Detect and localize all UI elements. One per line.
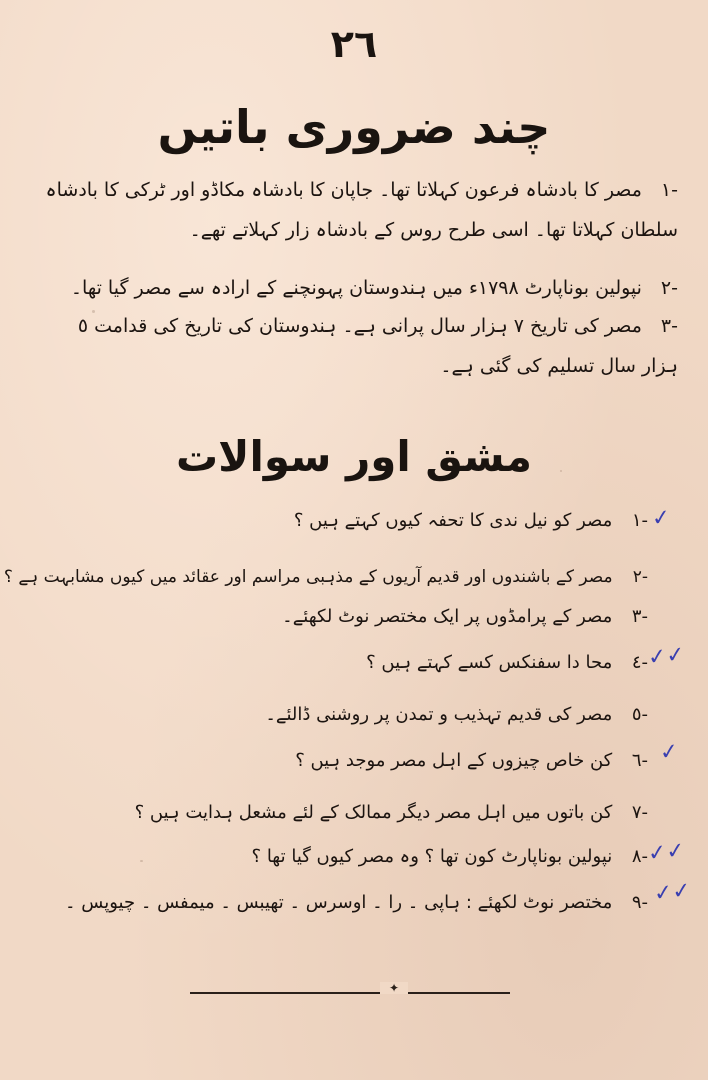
footer-ornament: ✦	[380, 982, 408, 994]
fact-text: مصر کی تاریخ ٧ ہزار سال پرانی ہے۔ ہندوستان کی تاریخ کی قدامت ٥ ہزار سال تسلیم کی گئی ہے۔	[77, 315, 678, 377]
question-item	[135, 798, 648, 828]
paper-speck	[140, 860, 143, 862]
question-number: -٨	[631, 846, 648, 867]
fact-item	[38, 170, 678, 250]
fact-number: -٣	[660, 315, 678, 337]
pen-tick-mark: ✓✓	[652, 878, 693, 907]
question-number: -٦	[631, 750, 648, 771]
section-heading: چند ضروری باتیں	[157, 100, 551, 154]
fact-number: -١	[660, 179, 678, 201]
question-text: کن خاص چیزوں کے اہل مصر موجد ہیں ؟	[295, 750, 613, 771]
question-text: مصر کو نیل ندی کا تحفہ کیوں کہتے ہیں ؟	[293, 510, 613, 531]
page-number: ٢٦	[330, 22, 378, 66]
question-text: محا دا سفنکس کسے کہتے ہیں ؟	[366, 652, 613, 673]
question-number: -٥	[631, 704, 648, 725]
question-number: -٢	[632, 567, 648, 587]
pen-tick-mark: ✓✓	[646, 838, 687, 867]
pen-tick-mark: ✓	[658, 739, 680, 766]
question-number: -٤	[631, 652, 648, 673]
question-text: نپولین بوناپارٹ کون تھا ؟ وہ مصر کیوں گیا تھا ؟	[251, 846, 613, 867]
question-text: مختصر نوٹ لکھئے : ہاپی ۔ را ۔ اوسرس ۔ تھیبس ۔ میمفس ۔ چیوپس ۔	[65, 892, 613, 913]
footer-rule	[190, 992, 510, 994]
question-item	[366, 648, 648, 678]
question-text: مصر کے پرامڈوں پر ایک مختصر نوٹ لکھئے۔	[282, 606, 613, 627]
fact-number: -٢	[660, 277, 678, 299]
exercise-heading: مشق اور سوالات	[175, 432, 533, 481]
question-text: مصر کے باشندوں اور قدیم آریوں کے مذہبی مراسم اور عقائد میں کیوں مشابہت ہے ؟	[3, 567, 613, 587]
question-number: -٩	[631, 892, 648, 913]
question-item	[4, 562, 648, 592]
pen-tick-mark: ✓	[650, 505, 672, 532]
fact-item	[38, 306, 678, 386]
fact-item	[38, 268, 678, 308]
fact-text: نپولین بوناپارٹ ١٧٩٨ء میں ہندوستان پہونچنے کے ارادہ سے مصر گیا تھا۔	[70, 277, 642, 299]
question-number: -٧	[631, 802, 648, 823]
question-item	[294, 506, 648, 536]
fact-text: مصر کا بادشاہ فرعون کہلاتا تھا۔ جاپان کا بادشاہ مکاڈو اور ٹرکی کا بادشاہ سلطان کہلاتا تھا۔ اسی طرح روس کے بادشاہ زار کہلاتے تھے۔	[45, 179, 678, 241]
question-item	[65, 888, 648, 918]
question-item	[295, 746, 648, 776]
question-text: کن باتوں میں اہل مصر دیگر ممالک کے لئے مشعل ہدایت ہیں ؟	[134, 802, 613, 823]
pen-tick-mark: ✓✓	[646, 642, 687, 671]
question-number: -١	[631, 510, 648, 531]
question-number: -٣	[631, 606, 648, 627]
question-item	[282, 602, 648, 632]
question-item	[252, 842, 648, 872]
question-item	[265, 700, 648, 730]
question-text: مصر کی قدیم تہذیب و تمدن پر روشنی ڈالئے۔	[265, 704, 613, 725]
